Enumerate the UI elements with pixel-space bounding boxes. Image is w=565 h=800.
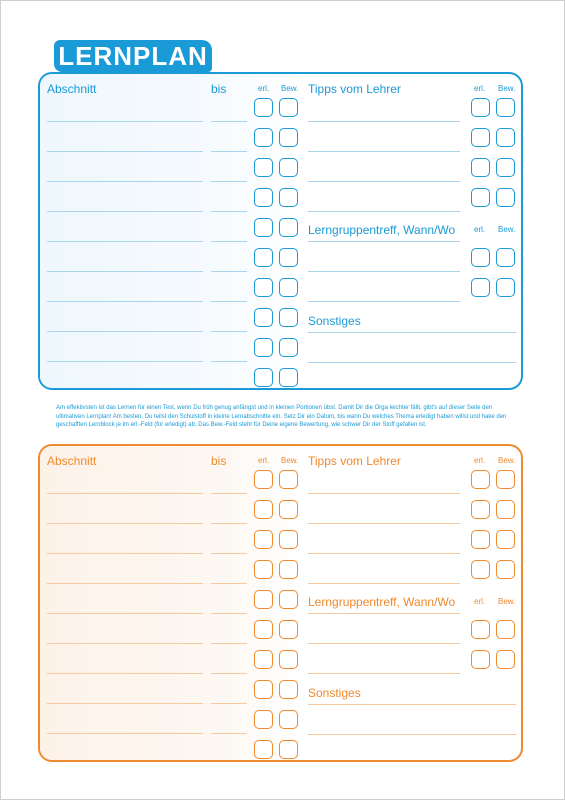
- bew-checkbox[interactable]: [279, 188, 298, 207]
- tipps-bew-checkbox[interactable]: [496, 530, 515, 549]
- tipps-line[interactable]: [308, 121, 460, 122]
- erl-checkbox[interactable]: [254, 158, 273, 177]
- erl-header: erl.: [258, 84, 270, 93]
- abschnitt-line[interactable]: [47, 733, 203, 734]
- bew-checkbox[interactable]: [279, 338, 298, 357]
- lerngruppe-line[interactable]: [308, 271, 460, 272]
- bis-line[interactable]: [211, 733, 247, 734]
- erl-checkbox[interactable]: [254, 248, 273, 267]
- bew-checkbox[interactable]: [279, 308, 298, 327]
- bis-line[interactable]: [211, 613, 247, 614]
- erl-checkbox[interactable]: [254, 470, 273, 489]
- erl-checkbox[interactable]: [254, 710, 273, 729]
- lerngruppe-bew-header: Bew.: [498, 597, 516, 606]
- abschnitt-line[interactable]: [47, 703, 203, 704]
- tipps-bew-header: Bew.: [498, 456, 516, 465]
- tipps-header: Tipps vom Lehrer: [308, 82, 401, 96]
- bew-header: Bew.: [281, 456, 299, 465]
- bis-line[interactable]: [211, 583, 247, 584]
- bew-checkbox[interactable]: [279, 620, 298, 639]
- abschnitt-line[interactable]: [47, 271, 203, 272]
- bew-checkbox[interactable]: [279, 500, 298, 519]
- lerngruppe-line[interactable]: [308, 241, 460, 242]
- plan-panel-top: [38, 72, 523, 390]
- bew-checkbox[interactable]: [279, 680, 298, 699]
- lerngruppe-header: Lerngruppentreff, Wann/Wo: [308, 595, 456, 609]
- erl-checkbox[interactable]: [254, 278, 273, 297]
- abschnitt-line[interactable]: [47, 181, 203, 182]
- abschnitt-line[interactable]: [47, 583, 203, 584]
- tipps-line[interactable]: [308, 583, 460, 584]
- bis-header: bis: [211, 82, 227, 96]
- erl-checkbox[interactable]: [254, 620, 273, 639]
- sonstiges-header: Sonstiges: [308, 686, 361, 700]
- erl-checkbox[interactable]: [254, 530, 273, 549]
- erl-checkbox[interactable]: [254, 338, 273, 357]
- lerngruppe-header: Lerngruppentreff, Wann/Wo: [308, 223, 456, 237]
- erl-checkbox[interactable]: [254, 98, 273, 117]
- lerngruppe-line[interactable]: [308, 643, 460, 644]
- lerngruppe-bew-header: Bew.: [498, 225, 516, 234]
- tipps-erl-checkbox[interactable]: [471, 188, 490, 207]
- erl-checkbox[interactable]: [254, 188, 273, 207]
- bew-checkbox[interactable]: [279, 218, 298, 237]
- abschnitt-line[interactable]: [47, 361, 203, 362]
- erl-checkbox[interactable]: [254, 368, 273, 387]
- erl-checkbox[interactable]: [254, 650, 273, 669]
- bis-line[interactable]: [211, 211, 247, 212]
- bis-line[interactable]: [211, 703, 247, 704]
- lerngruppe-line[interactable]: [308, 673, 460, 674]
- bis-line[interactable]: [211, 121, 247, 122]
- sonstiges-line[interactable]: [308, 704, 516, 705]
- tipps-bew-checkbox[interactable]: [496, 560, 515, 579]
- bis-line[interactable]: [211, 301, 247, 302]
- abschnitt-line[interactable]: [47, 151, 203, 152]
- sonstiges-header: Sonstiges: [308, 314, 361, 328]
- lerngruppe-bew-checkbox[interactable]: [496, 278, 515, 297]
- tipps-bew-checkbox[interactable]: [496, 158, 515, 177]
- erl-checkbox[interactable]: [254, 500, 273, 519]
- tipps-bew-header: Bew.: [498, 84, 516, 93]
- tipps-erl-checkbox[interactable]: [471, 530, 490, 549]
- erl-checkbox[interactable]: [254, 560, 273, 579]
- lerngruppe-erl-checkbox[interactable]: [471, 248, 490, 267]
- bis-line[interactable]: [211, 643, 247, 644]
- bis-line[interactable]: [211, 181, 247, 182]
- lerngruppe-line[interactable]: [308, 613, 460, 614]
- tipps-erl-checkbox[interactable]: [471, 500, 490, 519]
- abschnitt-line[interactable]: [47, 553, 203, 554]
- lerngruppe-bew-checkbox[interactable]: [496, 248, 515, 267]
- bew-checkbox[interactable]: [279, 470, 298, 489]
- abschnitt-line[interactable]: [47, 643, 203, 644]
- erl-checkbox[interactable]: [254, 308, 273, 327]
- erl-checkbox[interactable]: [254, 740, 273, 759]
- tipps-erl-checkbox[interactable]: [471, 128, 490, 147]
- abschnitt-line[interactable]: [47, 493, 203, 494]
- erl-checkbox[interactable]: [254, 218, 273, 237]
- page-title: LERNPLAN: [54, 40, 212, 72]
- lerngruppe-erl-header: erl.: [474, 597, 486, 606]
- abschnitt-line[interactable]: [47, 523, 203, 524]
- tipps-bew-checkbox[interactable]: [496, 500, 515, 519]
- lerngruppe-erl-checkbox[interactable]: [471, 620, 490, 639]
- bew-header: Bew.: [281, 84, 299, 93]
- tipps-line[interactable]: [308, 493, 460, 494]
- bis-header: bis: [211, 454, 227, 468]
- lerngruppe-erl-checkbox[interactable]: [471, 278, 490, 297]
- abschnitt-line[interactable]: [47, 613, 203, 614]
- erl-checkbox[interactable]: [254, 680, 273, 699]
- tipps-line[interactable]: [308, 181, 460, 182]
- lerngruppe-line[interactable]: [308, 301, 460, 302]
- bew-checkbox[interactable]: [279, 650, 298, 669]
- abschnitt-header: Abschnitt: [47, 82, 97, 96]
- bew-checkbox[interactable]: [279, 590, 298, 609]
- bew-checkbox[interactable]: [279, 128, 298, 147]
- tipps-bew-checkbox[interactable]: [496, 470, 515, 489]
- bis-line[interactable]: [211, 523, 247, 524]
- tipps-line[interactable]: [308, 553, 460, 554]
- abschnitt-line[interactable]: [47, 211, 203, 212]
- instructions-text: Am effektivsten ist das Lernen für einen Test, wenn Du früh genug anfängst und in kleinen Portionen übst. Damit Dir die Orga leichter fällt, gibt's auf dieser Seite den ultimativen Lernplan! Am besten, Du teilst den Schulstoff in kleine Lernabschnitte ein. Setz Dir ein Datum, bis wann Du welches Thema erledigt haben willst und hake den geschafften Lernblock je im erl.-Feld (für erledigt) ab. Das Bew.-Feld steht für Deine eigene Bewertung, wie schwer Dir der Stoff gefallen ist.: [56, 405, 507, 429]
- erl-header: erl.: [258, 456, 270, 465]
- bis-line[interactable]: [211, 553, 247, 554]
- bis-line[interactable]: [211, 331, 247, 332]
- tipps-header: Tipps vom Lehrer: [308, 454, 401, 468]
- bew-checkbox[interactable]: [279, 560, 298, 579]
- bis-line[interactable]: [211, 673, 247, 674]
- plan-panel-bottom: [38, 444, 523, 762]
- erl-checkbox[interactable]: [254, 590, 273, 609]
- abschnitt-line[interactable]: [47, 121, 203, 122]
- abschnitt-header: Abschnitt: [47, 454, 97, 468]
- tipps-line[interactable]: [308, 523, 460, 524]
- bew-checkbox[interactable]: [279, 248, 298, 267]
- sonstiges-line[interactable]: [308, 362, 516, 363]
- sonstiges-line[interactable]: [308, 734, 516, 735]
- bew-checkbox[interactable]: [279, 158, 298, 177]
- bew-checkbox[interactable]: [279, 710, 298, 729]
- bis-line[interactable]: [211, 361, 247, 362]
- abschnitt-line[interactable]: [47, 301, 203, 302]
- abschnitt-line[interactable]: [47, 673, 203, 674]
- lerngruppe-erl-header: erl.: [474, 225, 486, 234]
- bis-line[interactable]: [211, 151, 247, 152]
- bis-line[interactable]: [211, 241, 247, 242]
- lerngruppe-bew-checkbox[interactable]: [496, 650, 515, 669]
- sonstiges-line[interactable]: [308, 332, 516, 333]
- abschnitt-line[interactable]: [47, 331, 203, 332]
- bew-checkbox[interactable]: [279, 530, 298, 549]
- tipps-erl-checkbox[interactable]: [471, 470, 490, 489]
- tipps-bew-checkbox[interactable]: [496, 98, 515, 117]
- bis-line[interactable]: [211, 271, 247, 272]
- tipps-erl-checkbox[interactable]: [471, 98, 490, 117]
- bew-checkbox[interactable]: [279, 368, 298, 387]
- tipps-bew-checkbox[interactable]: [496, 128, 515, 147]
- tipps-line[interactable]: [308, 211, 460, 212]
- lerngruppe-bew-checkbox[interactable]: [496, 620, 515, 639]
- tipps-erl-header: erl.: [474, 84, 486, 93]
- lerngruppe-erl-checkbox[interactable]: [471, 650, 490, 669]
- tipps-erl-checkbox[interactable]: [471, 158, 490, 177]
- tipps-erl-checkbox[interactable]: [471, 560, 490, 579]
- erl-checkbox[interactable]: [254, 128, 273, 147]
- abschnitt-line[interactable]: [47, 241, 203, 242]
- tipps-erl-header: erl.: [474, 456, 486, 465]
- bew-checkbox[interactable]: [279, 98, 298, 117]
- bew-checkbox[interactable]: [279, 740, 298, 759]
- bis-line[interactable]: [211, 493, 247, 494]
- tipps-bew-checkbox[interactable]: [496, 188, 515, 207]
- tipps-line[interactable]: [308, 151, 460, 152]
- bew-checkbox[interactable]: [279, 278, 298, 297]
